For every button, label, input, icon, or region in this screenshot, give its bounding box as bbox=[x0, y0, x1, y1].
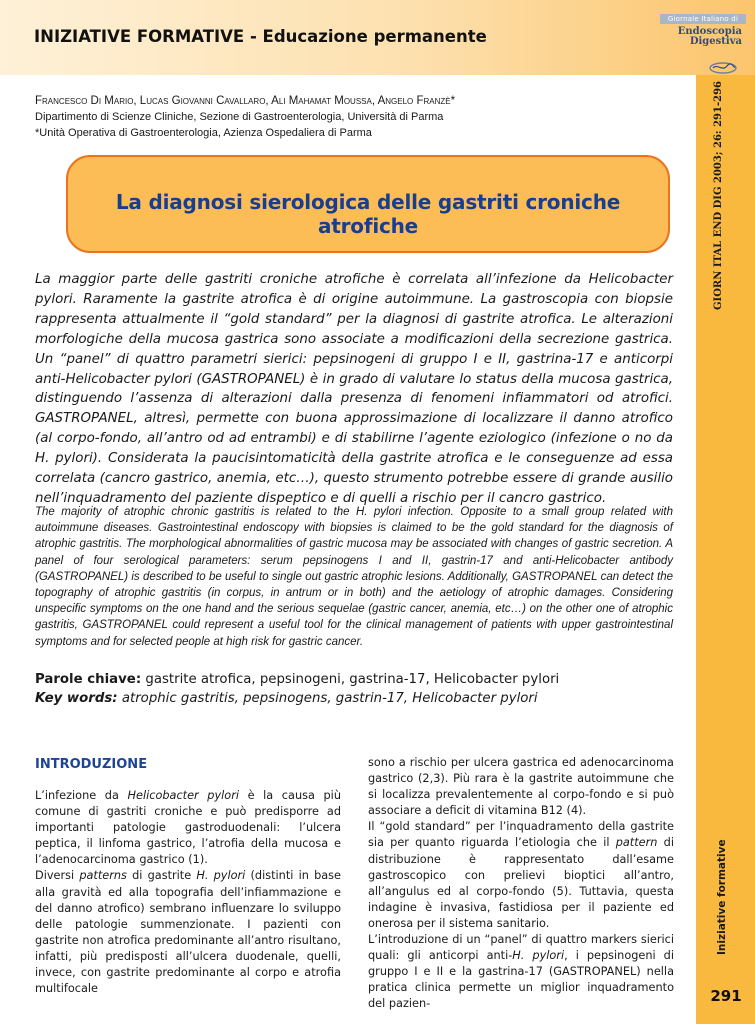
paragraph: sono a rischio per ulcera gastrica ed adenocarcinoma gastrico (2,3). Più rara è la gastrite autoimmune che si localizza prevalentemente al corpo-fondo e si può associare a deficit di vitamina B12 (4). bbox=[368, 756, 674, 818]
abstract-english: The majority of atrophic chronic gastritis is related to the H. pylori infection. Opposite to a small group related with autoimmune diseases. Gastrointestinal endoscopy with biopsies is claimed to be the gold standard for the diagnosis of atrophic gastritis. The morphological abnormalities of gastric mucosa may be associated with changes of gastric secretion. A panel of four serological parameters: serum pepsinogens I and II, gastrin-17 and anti-Helicobacter antibody (GASTROPANEL) is described to be useful to single out gastric atrophic lesions. Additionally, GASTROPANEL can detect the topography of atrophic gastritis (in corpus, in antrum or in both) and the aetiology of atrophic damages. Considering unspecific symptoms on the one hand and the serious sequelae (gastric cancer, anemia, etc…) on the other one of atrophic gastritis, GASTROPANEL could represent a useful tool for the clinical management of patients with upper gastrointestinal symptoms and for selected people at high risk for gastric cancer. bbox=[35, 506, 673, 648]
abstract-italian: La maggior parte delle gastriti croniche atrofiche è correlata all’infezione da Helicobacter pylori. Raramente la gastrite atrofica è di origine autoimmune. La gastroscopia con biopsie rappresenta attualmente il “gold standard” per la diagnosi di gastrite atrofica. Le alterazioni morfologiche della mucosa gastrica sono associate a modificazioni della secrezione gastrica. Un “panel” di quattro parametri sierici: pepsinogeni di gruppo I e II, gastrina-17 e anticorpi anti-Helicobacter pylori (GASTROPANEL) è in grado di valutare lo status della mucosa gastrica, distinguendo l’assenza di alterazioni dalla presenza di fenomeni infiammatori od atrofici. GASTROPANEL, altresì, permette con buona approssimazione di localizzare il danno atrofico (al corpo-fondo, all’antro od ad entrambi) e di stabilirne l’agente eziologico (infezione o no da H. pylori). Considerata la paucisintomaticità della gastrite atrofica e le conseguenze ad essa correlata (cancro gastrico, anemia, etc…), questo strumento potrebbe essere di grande ausilio nell’inquadramento del paziente dispeptico e di quelli a rischio per il cancro gastrico. bbox=[35, 272, 673, 506]
text-run-italic: pattern bbox=[615, 836, 658, 850]
keywords-english bbox=[35, 690, 675, 709]
journal-reference: GIORN ITAL END DIG 2003; 26: 291-296 bbox=[713, 81, 724, 310]
article-title: La diagnosi sierologica delle gastriti croniche atrofiche bbox=[115, 190, 621, 238]
text-run: Il “gold standard” per l’inquadramento della gastrite sia per quanto riguarda l’etiologia che il bbox=[368, 820, 674, 850]
keywords-italian bbox=[35, 671, 675, 690]
section-header-title: INIZIATIVE FORMATIVE - Educazione permanente bbox=[34, 27, 487, 46]
logo-line-1: Endoscopia bbox=[677, 26, 742, 37]
keywords-it-label: Parole chiave: bbox=[35, 672, 142, 687]
author-block bbox=[35, 93, 685, 141]
logo-swirl-icon bbox=[708, 60, 738, 74]
text-run: (distinti in base alla gravità ed alla topografia dell’infiammazione e del danno atrofico) sembrano influenzare lo sviluppo delle patologie summenzionate. I pazienti con gastrite non atrofica predominante all’antro risultano, infatti, più predisposti all’ulcera duodenale, quelli, invece, con gastrite predominante al corpo e atrofia multifocale bbox=[35, 869, 342, 996]
text-run: di gastrite bbox=[126, 869, 197, 883]
paragraph bbox=[35, 788, 341, 868]
keywords-block bbox=[35, 671, 675, 708]
affiliation-1: Dipartimento di Scienze Cliniche, Sezione di Gastroenterologia, Università di Parma bbox=[35, 111, 444, 123]
title-box bbox=[66, 155, 670, 253]
section-label-vertical: Iniziative formative bbox=[716, 839, 728, 955]
affiliation-2: *Unità Operativa di Gastroenterologia, Azienza Ospedaliera di Parma bbox=[35, 127, 372, 139]
keywords-en-text: atrophic gastritis, pepsinogens, gastrin-17, Helicobacter pylori bbox=[117, 690, 538, 706]
text-run: è la causa più comune di gastriti croniche e può predisporre ad importanti patologie gastroduodenali: l’ulcera peptica, il linfoma gastrico, l’atrofia della mucosa e l’adenocarcinoma gastrico (1). bbox=[35, 789, 341, 867]
text-run: , i pepsinogeni di gruppo I e II e la gastrina-17 (GASTROPANEL) nella pratica clinica permette un miglior inquadramento del pazien- bbox=[368, 949, 674, 1011]
paragraph bbox=[368, 932, 674, 1012]
text-run: L’infezione da bbox=[35, 789, 128, 802]
logo-banner-text: Giornale Italiano di bbox=[660, 14, 746, 24]
keywords-en-label: Key words: bbox=[35, 690, 118, 706]
paragraph bbox=[368, 819, 674, 932]
body-column-left bbox=[35, 788, 341, 997]
section-heading-introduzione: INTRODUZIONE bbox=[35, 757, 148, 772]
text-run-italic: Helicobacter pylori bbox=[127, 789, 239, 802]
keywords-it-text: gastrite atrofica, pepsinogeni, gastrina-17, Helicobacter pylori bbox=[141, 672, 560, 687]
text-run-italic: H. pylori bbox=[512, 949, 565, 963]
text-run-italic: H. pylori bbox=[196, 869, 246, 883]
text-run: Diversi bbox=[35, 869, 80, 883]
author-names: Francesco Di Mario, Lucas Giovanni Cavallaro, Ali Mahamat Moussa, Angelo Franzè* bbox=[35, 95, 456, 107]
logo-line-2: Digestiva bbox=[689, 36, 742, 47]
text-run: L’introduzione di un “panel” di quattro markers sierici quali: gli anticorpi anti- bbox=[368, 933, 674, 963]
paragraph bbox=[35, 868, 341, 997]
page-number: 291 bbox=[710, 987, 742, 1005]
text-run: di distribuzione è rappresentato dall’esame gastroscopico con prelievi bioptici all’antro, all’angulus ed al corpo-fondo (5). Tuttavia, questa indagine è invasiva, fastidiosa per il paziente ed onerosa per il sistema sanitario. bbox=[368, 836, 674, 930]
journal-logo bbox=[660, 14, 746, 76]
body-column-right bbox=[368, 755, 674, 1013]
text-run-italic: patterns bbox=[79, 869, 127, 883]
